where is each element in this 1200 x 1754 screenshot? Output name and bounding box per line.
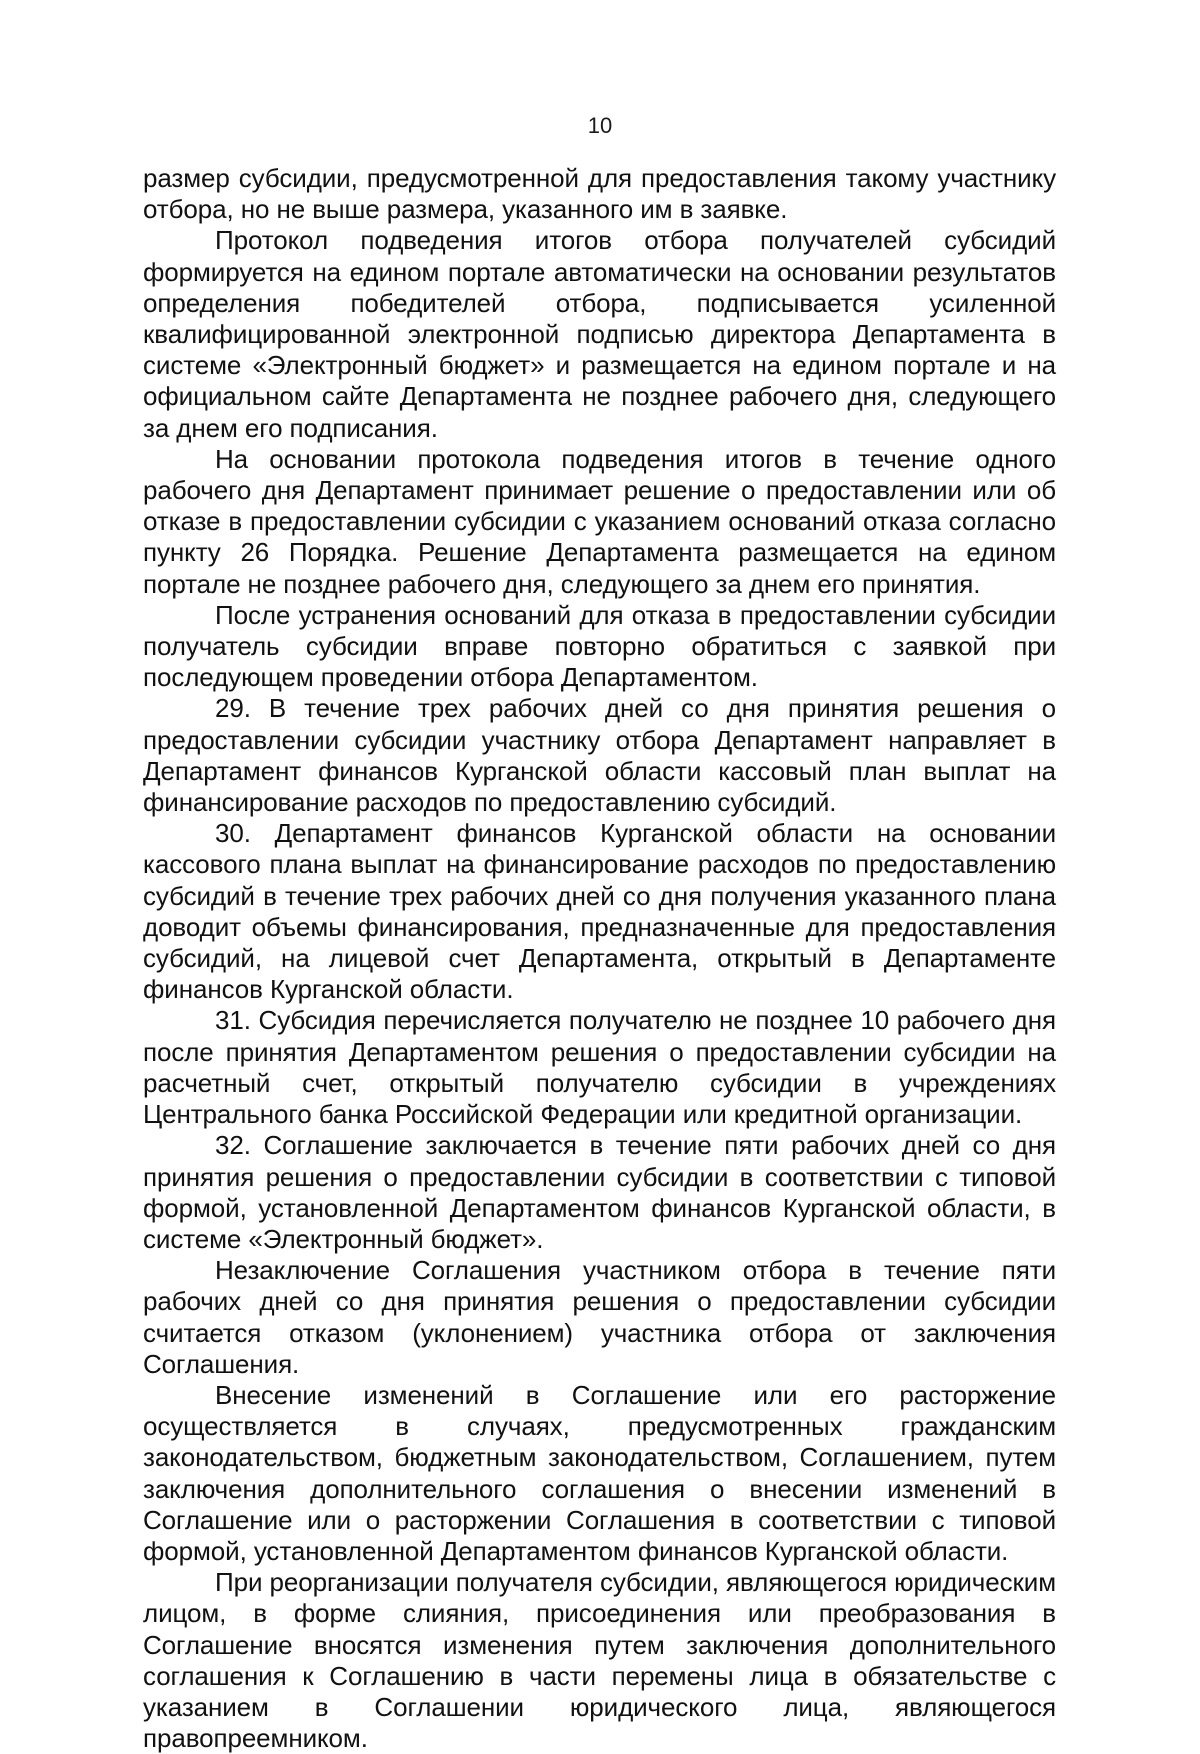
paragraph-item-30: 30. Департамент финансов Курганской области на основании кассового плана выплат на финансирование расходов по предоставлению субсидий в течение трех рабочих дней со дня получения указанного плана доводит объемы финансирования, предназначенные для предоставления субсидий, на лицевой счет Департамента, открытый в Департаменте финансов Курганской области. <box>143 818 1056 1005</box>
paragraph-item-29: 29. В течение трех рабочих дней со дня принятия решения о предоставлении субсидии участнику отбора Департамент направляет в Департамент финансов Курганской области кассовый план выплат на финансирование расходов по предоставлению субсидий. <box>143 693 1056 818</box>
paragraph-reapply: После устранения оснований для отказа в предоставлении субсидии получатель субсидии вправе повторно обратиться с заявкой при последующем проведении отбора Департаментом. <box>143 599 1056 693</box>
paragraph-item-31: 31. Субсидия перечисляется получателю не позднее 10 рабочего дня после принятия Департаментом решения о предоставлении субсидии на расчетный счет, открытый получателю субсидии в учреждениях Центрального банка Российской Федерации или кредитной организации. <box>143 1005 1056 1130</box>
document-body <box>143 163 1056 1754</box>
paragraph-item-32: 32. Соглашение заключается в течение пяти рабочих дней со дня принятия решения о предоставлении субсидии в соответствии с типовой формой, установленной Департаментом финансов Курганской области, в системе «Электронный бюджет». <box>143 1130 1056 1254</box>
paragraph-amendments: Внесение изменений в Соглашение или его расторжение осуществляется в случаях, предусмотренных гражданским законодательством, бюджетным законодательством, Соглашением, путем заключения дополнительного соглашения о внесении изменений в Соглашение или о расторжении Соглашения в соответствии с типовой формой, установленной Департаментом финансов Курганской области. <box>143 1379 1056 1566</box>
paragraph-reorganization: При реорганизации получателя субсидии, являющегося юридическим лицом, в форме слияния, присоединения или преобразования в Соглашение вносятся изменения путем заключения дополнительного соглашения к Соглашению в части перемены лица в обязательстве с указанием в Соглашении юридического лица, являющегося правопреемником. <box>143 1567 1056 1754</box>
paragraph-non-conclusion: Незаключение Соглашения участником отбора в течение пяти рабочих дней со дня принятия решения о предоставлении субсидии считается отказом (уклонением) участника отбора от заключения Соглашения. <box>143 1255 1056 1379</box>
paragraph-continuation: размер субсидии, предусмотренной для предоставления такому участнику отбора, но не выше размера, указанного им в заявке. <box>143 163 1056 225</box>
paragraph-protocol: Протокол подведения итогов отбора получателей субсидий формируется на едином портале автоматически на основании результатов определения победителей отбора, подписывается усиленной квалифицированной электронной подписью директора Департамента в системе «Электронный бюджет» и размещается на едином портале и на официальном сайте Департамента не позднее рабочего дня, следующего за днем его подписания. <box>143 225 1056 443</box>
paragraph-decision: На основании протокола подведения итогов в течение одного рабочего дня Департамент принимает решение о предоставлении или об отказе в предоставлении субсидии с указанием оснований отказа согласно пункту 26 Порядка. Решение Департамента размещается на едином портале не позднее рабочего дня, следующего за днем его принятия. <box>143 443 1056 599</box>
page-number: 10 <box>587 113 613 138</box>
